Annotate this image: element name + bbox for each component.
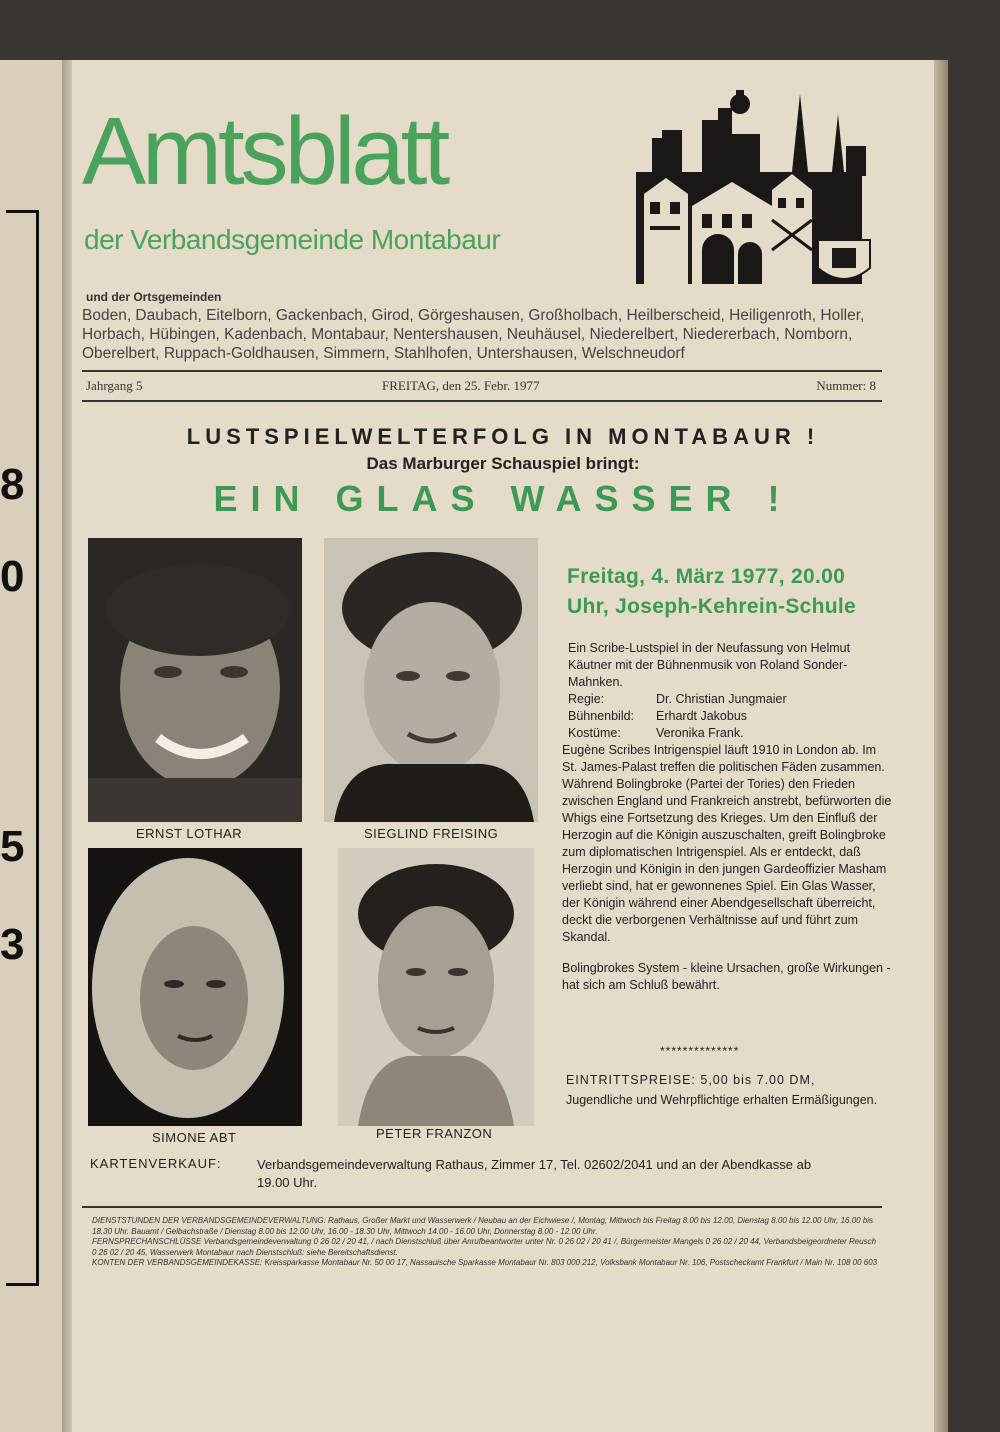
- left-page-edge: [0, 60, 62, 1432]
- portrait-photo: [338, 848, 534, 1126]
- synopsis-paragraph: Eugène Scribes Intrigenspiel läuft 1910 in London ab. Im St. James-Palast treffen die politischen Fäden zusammen.: [562, 743, 885, 774]
- credit-row: [568, 708, 888, 725]
- town-skyline-crest-icon: [632, 90, 882, 290]
- portrait-caption: SIEGLIND FREISING: [364, 826, 499, 841]
- portrait-caption: ERNST LOTHAR: [136, 826, 243, 841]
- production-intro: Ein Scribe-Lustspiel in der Neufassung von Helmut Käutner mit der Bühnenmusik von Roland Sonder-Mahnken.: [568, 641, 851, 689]
- issue-number: Nummer: 8: [816, 378, 876, 393]
- masthead-title: Amtsblatt: [82, 98, 447, 205]
- page-gutter: [62, 60, 72, 1432]
- phone-numbers: FERNSPRECHANSCHLÜSSE Verbandsgemeindeverwaltung 0 26 02 / 20 41, / nach Dienstschluß über Anrufbeantworter unter Nr. 0 26 02 / 20 41 /, Bürgermeister Mangels 0 26 02 / 20 44, Verbandsbeigeordneter Reusch 0 26 02 / 20 45, Wasserwerk Montabaur nach Dienstschluß: siehe Bereitschaftsdienst.: [92, 1237, 877, 1257]
- office-hours: DIENSTSTUNDEN DER VERBANDSGEMEINDEVERWALTUNG: Rathaus, Großer Markt und Wasserwerk / Neubau an der Eichwiese /, Montag, Mittwoch bis Freitag 8.00 bis 12.00, Dienstag 8.00 bis 12.00 Uhr, 16.00 bis 18.30 Uhr. Bauamt / Gelbachstraße / Dienstag 8.00 bis 12.00 Uhr, 16.00 - 18.30 Uhr, Mittwoch 14.00 - 16.00 Uhr, Donnerstag 8.00 - 12.00 Uhr.: [92, 1216, 874, 1236]
- portrait-photo: [88, 538, 302, 822]
- credit-role: Regie:: [568, 692, 605, 706]
- headline-main: LUSTSPIELWELTERFOLG IN MONTABAUR !: [186, 424, 820, 449]
- bank-accounts: KONTEN DER VERBANDSGEMEINDEKASSE: Kreissparkasse Montabaur Nr. 50 00 17, Nassauische Sparkasse Montabaur Nr. 803 000 212, Volksbank Montabaur Nr. 106, Postscheckamt Frankfurt / Main Nr. 108 00 603: [92, 1258, 878, 1267]
- credit-row: [568, 725, 888, 742]
- masthead-subtitle: der Verbandsgemeinde Montabaur: [84, 224, 501, 255]
- ticket-sales-label: KARTENVERKAUF:: [90, 1156, 222, 1171]
- left-page-glyph: 3: [0, 920, 25, 969]
- newspaper-page: [72, 60, 934, 1432]
- left-page-glyph: 8: [0, 460, 25, 509]
- footer-rule: [82, 1206, 882, 1208]
- stars-divider: **************: [660, 1044, 740, 1058]
- issue-rule-bottom: [82, 400, 882, 402]
- left-page-frame: [6, 210, 39, 1286]
- left-page-glyph: 5: [0, 822, 25, 871]
- towns-label: und der Ortsgemeinden: [86, 290, 222, 304]
- left-page-glyph: 0: [0, 552, 25, 601]
- ticket-sales-text: Verbandsgemeindeverwaltung Rathaus, Zimmer 17, Tel. 02602/2041 und an der Abendkasse ab 19.00 Uhr.: [257, 1157, 812, 1190]
- page-stack-edge: [934, 60, 948, 1432]
- headline-play-title: EIN GLAS WASSER !: [213, 478, 793, 519]
- portrait-caption: SIMONE ABT: [152, 1130, 237, 1145]
- production-credits: [568, 640, 888, 742]
- credit-name: Veronika Frank.: [656, 726, 744, 740]
- portrait-photo: [324, 538, 538, 822]
- portrait-photo: [88, 848, 302, 1126]
- credit-role: Bühnenbild:: [568, 709, 635, 723]
- admission-prices: [566, 1072, 886, 1109]
- issue-bar: [86, 378, 876, 398]
- synopsis-paragraph: Während Bolingbroke (Partei der Tories) den Frieden zwischen England und Frankreich anstrebt, befürworten die Whigs eine Fortsetzung des Krieges. Um den Einfluß der Herzogin auf die Königin auszuschalten, greift Bolingbroke zum diplomatischen Intrigenspiel. Als er entdeckt, daß Herzogin und Königin in den jungen Gardeoffizier Masham verliebt sind, hat er gewonnenes Spiel. Ein Glas Wasser, der Königin während einer Abendgesellschaft überreicht, deckt die verborgenen Verhältnisse auf und führt zum Skandal.: [562, 777, 892, 944]
- member-towns-list: Boden, Daubach, Eitelborn, Gackenbach, Girod, Görgeshausen, Großholbach, Heilberscheid, Heiligenroth, Holler, Horbach, Hübingen, Kadenbach, Montabaur, Nentershausen, Neuhäusel, Niederelbert, Niedererbach, Nomborn, Oberelbert, Ruppach-Goldhausen, Simmern, Stahlhofen, Untershausen, Welschneudorf: [82, 307, 865, 362]
- credit-role: Kostüme:: [568, 726, 621, 740]
- credit-name: Erhardt Jakobus: [656, 709, 748, 723]
- event-date-line: Freitag, 4. März 1977, 20.00 Uhr, Joseph-Kehrein-Schule: [567, 565, 857, 618]
- prices-note: Jugendliche und Wehrpflichtige erhalten Ermäßigungen.: [566, 1093, 878, 1107]
- play-synopsis: [562, 742, 892, 994]
- headline-sub: Das Marburger Schauspiel bringt:: [366, 454, 640, 473]
- credit-name: Dr. Christian Jungmaier: [656, 692, 787, 706]
- portrait-caption: PETER FRANZON: [376, 1126, 493, 1141]
- issue-volume: Jahrgang 5: [86, 378, 143, 393]
- synopsis-paragraph: Bolingbrokes System - kleine Ursachen, große Wirkungen - hat sich am Schluß bewährt.: [562, 961, 891, 992]
- credit-row: [568, 691, 888, 708]
- prices-heading: EINTRITTSPREISE: 5,00 bis 7.00 DM,: [566, 1073, 816, 1087]
- issue-rule-top: [82, 370, 882, 372]
- administration-footer: [92, 1216, 882, 1269]
- issue-date: FREITAG, den 25. Febr. 1977: [382, 378, 540, 393]
